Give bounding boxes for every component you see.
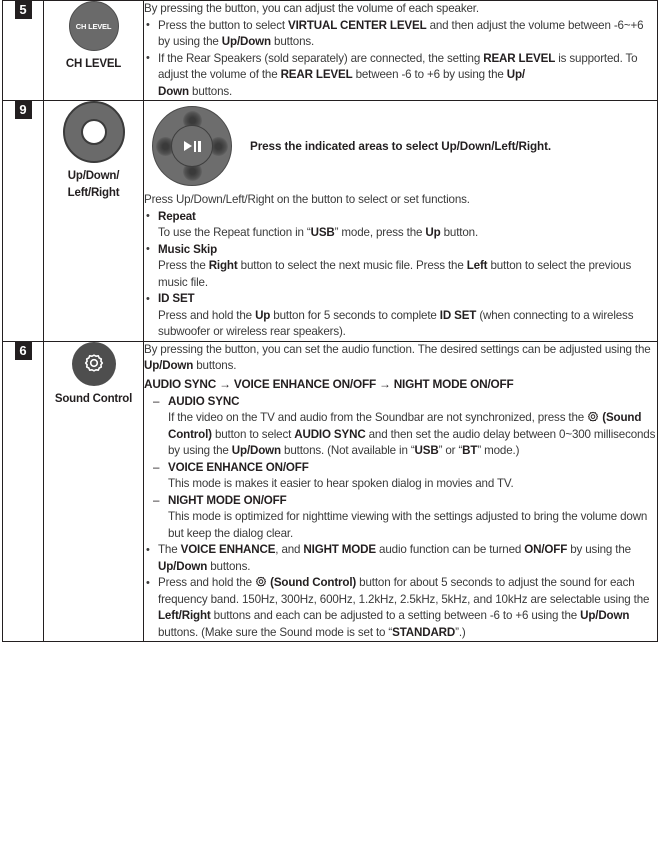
gear-icon bbox=[82, 352, 106, 376]
list-item-title: Music Skip bbox=[158, 242, 218, 256]
ch-level-icon-text: CH LEVEL bbox=[75, 21, 112, 31]
list-item bbox=[144, 209, 657, 242]
list-item-title: ID SET bbox=[158, 292, 195, 305]
ch-level-label: CH LEVEL bbox=[65, 58, 122, 70]
ch-level-bullet-list bbox=[144, 18, 657, 101]
list-item bbox=[144, 460, 657, 493]
play-triangle bbox=[184, 141, 192, 151]
row-number-cell bbox=[3, 1, 44, 101]
sound-control-gear-icon bbox=[72, 342, 116, 386]
list-item-title: VOICE ENHANCE ON/OFF bbox=[168, 460, 309, 474]
ring-hole bbox=[81, 119, 107, 145]
list-item bbox=[144, 394, 657, 460]
ch-level-button-icon bbox=[69, 1, 119, 51]
table-row bbox=[3, 341, 658, 642]
updown-intro: Press Up/Down/Left/Right on the button to select or set functions. bbox=[144, 193, 470, 206]
ch-level-intro: By pressing the button, you can adjust the volume of each speaker. bbox=[144, 2, 479, 15]
list-item-title: NIGHT MODE ON/OFF bbox=[168, 493, 287, 507]
dpad-diagram bbox=[152, 106, 232, 186]
list-item-body: Press and hold the Up button for 5 seconds to complete ID SET (when connecting to a wireless subwoofer or wireless rear speakers). bbox=[158, 308, 634, 338]
list-item bbox=[144, 493, 657, 543]
sound-control-flow: AUDIO SYNC → VOICE ENHANCE ON/OFF → NIGHT MODE ON/OFF bbox=[144, 376, 514, 391]
updownleftright-label-line1: Up/Down/ bbox=[67, 170, 120, 182]
updown-bullet-list bbox=[144, 209, 657, 341]
row-description-cell bbox=[144, 341, 658, 642]
row-number-badge: 5 bbox=[15, 1, 32, 19]
up-down-left-right-ring-icon bbox=[63, 101, 125, 163]
row-icon-cell bbox=[44, 1, 144, 101]
pause-bar-1 bbox=[194, 141, 197, 152]
row-number-badge: 6 bbox=[15, 342, 32, 360]
list-item-body: This mode is optimized for nighttime viewing with the settings adjusted to bring the volume down but keep the dialog clear. bbox=[168, 510, 648, 540]
dpad-center-button bbox=[171, 125, 213, 167]
updownleftright-label-line2: Left/Right bbox=[67, 187, 120, 199]
row-icon-cell bbox=[44, 101, 144, 342]
row-icon-cell bbox=[44, 341, 144, 642]
row-number-badge: 9 bbox=[15, 101, 32, 119]
updownleftright-label bbox=[44, 168, 143, 202]
list-item-body: Press the Right button to select the next music file. Press the Left button to select the previous music file. bbox=[158, 259, 632, 289]
gear-icon bbox=[587, 411, 599, 423]
play-pause-icon bbox=[184, 141, 201, 152]
sound-control-intro: By pressing the button, you can set the audio function. The desired settings can be adjusted using the Up/Down buttons. bbox=[144, 342, 651, 372]
list-item-title: Repeat bbox=[158, 209, 196, 223]
list-item bbox=[144, 242, 657, 292]
row-description-cell bbox=[144, 1, 658, 101]
table-row bbox=[3, 1, 658, 101]
list-item-title: AUDIO SYNC bbox=[168, 394, 240, 408]
sound-control-bullet-list bbox=[144, 542, 657, 641]
dpad-diagram-row bbox=[152, 106, 657, 186]
gear-icon bbox=[255, 576, 267, 588]
list-item-body: If the video on the TV and audio from the Soundbar are not synchronized, press the (Sound Control) button to select AUDIO SYNC and then set the audio delay between 0~300 milliseconds by using the Up/Down buttons. (Not available in “USB” or “BT” mode.) bbox=[168, 411, 656, 457]
list-item-body: To use the Repeat function in “USB” mode, press the Up button. bbox=[158, 226, 479, 239]
row-number-cell bbox=[3, 101, 44, 342]
row-number-cell bbox=[3, 341, 44, 642]
list-item: • Press and hold the (Sound Control) button for about 5 seconds to adjust the sound for each frequency band. 150Hz, 300Hz, 600Hz, 1.2kHz, 2.5kHz, 5kHz, and 10kHz are selectable using the Left/Right buttons and each can be adjusted to a setting between -6 to +6 using the Up/Down buttons. (Make sure the Sound mode is set to “STANDARD”.) bbox=[144, 575, 657, 641]
list-item bbox=[144, 291, 657, 341]
button-functions-table bbox=[2, 0, 658, 642]
table-row bbox=[3, 101, 658, 342]
dpad-caption: Press the indicated areas to select Up/Down/Left/Right. bbox=[250, 139, 552, 153]
pause-bar-2 bbox=[198, 141, 201, 152]
sound-control-dash-list bbox=[144, 394, 657, 543]
list-item: • If the Rear Speakers (sold separately) are connected, the setting REAR LEVEL is supported. To adjust the volume of the REAR LEVEL between -6 to +6 by using the Up/ Down buttons. bbox=[144, 51, 657, 101]
list-item: • The VOICE ENHANCE, and NIGHT MODE audio function can be turned ON/OFF by using the Up/Down buttons. bbox=[144, 542, 657, 575]
list-item-body: This mode is makes it easier to hear spoken dialog in movies and TV. bbox=[168, 477, 514, 490]
list-item: • Press the button to select VIRTUAL CENTER LEVEL and then adjust the volume between -6~+6 by using the Up/Down buttons. bbox=[144, 18, 657, 51]
row-description-cell bbox=[144, 101, 658, 342]
sound-control-label: Sound Control bbox=[54, 392, 133, 405]
